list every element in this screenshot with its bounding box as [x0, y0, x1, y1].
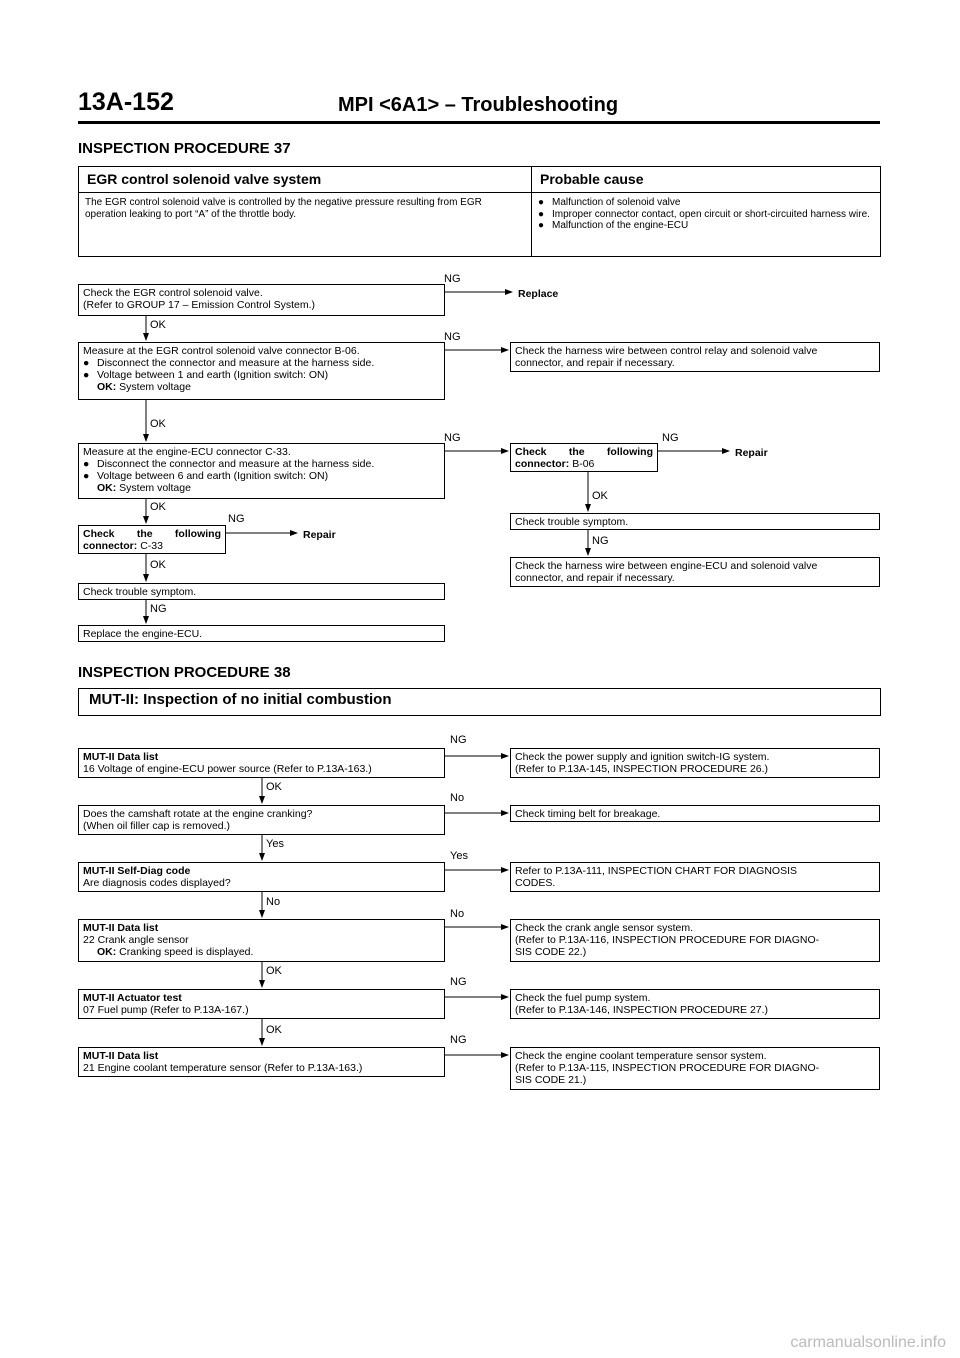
result-timing-belt: Check timing belt for breakage. [510, 805, 880, 822]
label-next: OK [266, 1024, 282, 1036]
label-ok: OK [150, 418, 166, 430]
label-branch: NG [450, 734, 467, 746]
page-number: 13A-152 [78, 88, 174, 116]
cause-item: ● Malfunction of solenoid valve [538, 197, 681, 208]
label-ng: NG [150, 603, 167, 615]
step-measure-c33: Measure at the engine-ECU connector C-33. ● Disconnect the connector and measure at the harness side. ● Voltage between 6 and earth (Ignition switch: ON) OK: System voltage [78, 443, 445, 499]
section-heading-37: INSPECTION PROCEDURE 37 [78, 140, 291, 157]
label-branch: NG [450, 1034, 467, 1046]
result-coolant-sensor: Check the engine coolant temperature sensor system. (Refer to P.13A-115, INSPECTION PROCEDURE FOR DIAGNO- SIS CODE 21.) [510, 1047, 880, 1090]
label-next: Yes [266, 838, 284, 850]
label-next: OK [266, 965, 282, 977]
label-next: OK [266, 781, 282, 793]
table-description: The EGR control solenoid valve is controlled by the negative pressure resulting from EGR operation leaking to port “A” of the throttle body. [79, 193, 532, 256]
watermark: carmanualsonline.info [790, 1334, 946, 1351]
step-check-connector-c33: Check the following connector: C-33 [78, 525, 226, 554]
step-data-list-21: MUT-II Data list 21 Engine coolant temperature sensor (Refer to P.13A-163.) [78, 1047, 445, 1077]
step-data-list-16: MUT-II Data list 16 Voltage of engine-ECU power source (Refer to P.13A-163.) [78, 748, 445, 778]
result-repair-b06: Repair [735, 447, 768, 459]
label-ok: OK [150, 559, 166, 571]
step-check-connector-b06: Check the following connector: B-06 [510, 443, 658, 472]
step-data-list-22: MUT-II Data list 22 Crank angle sensor OK: Cranking speed is displayed. [78, 919, 445, 962]
label-ng: NG [444, 432, 461, 444]
label-ok: OK [592, 490, 608, 502]
page-title: MPI <6A1> – Troubleshooting [338, 94, 619, 116]
result-fuel-pump: Check the fuel pump system. (Refer to P.13A-146, INSPECTION PROCEDURE 27.) [510, 989, 880, 1019]
label-branch: No [450, 908, 465, 920]
table-header-cause: Probable cause [532, 167, 880, 193]
table-header-system: EGR control solenoid valve system [79, 167, 532, 193]
step-check-symptom-right: Check trouble symptom. [510, 513, 880, 530]
label-ok: OK [150, 501, 166, 513]
step-check-symptom-left: Check trouble symptom. [78, 583, 445, 600]
step-actuator-test: MUT-II Actuator test 07 Fuel pump (Refer to P.13A-167.) [78, 989, 445, 1019]
result-check-harness-ecu: Check the harness wire between engine-ECU and solenoid valve connector, and repair if necessary. [510, 557, 880, 587]
result-repair-c33: Repair [303, 529, 336, 541]
label-ng: NG [662, 432, 679, 444]
result-replace: Replace [518, 288, 559, 300]
step-measure-b06: Measure at the EGR control solenoid valve connector B-06. ● Disconnect the connector and measure at the harness side. ● Voltage between 1 and earth (Ignition switch: ON) OK: System voltage [78, 342, 445, 400]
result-diag-chart: Refer to P.13A-111, INSPECTION CHART FOR DIAGNOSIS CODES. [510, 862, 880, 892]
label-branch: Yes [450, 850, 468, 862]
procedure-title-38: MUT-II: Inspection of no initial combustion [78, 688, 881, 716]
step-check-egr-valve: Check the EGR control solenoid valve. (Refer to GROUP 17 – Emission Control System.) [78, 284, 445, 316]
label-branch: NG [450, 976, 467, 988]
label-next: No [266, 896, 281, 908]
result-check-harness-relay: Check the harness wire between control relay and solenoid valve connector, and repair if necessary. [510, 342, 880, 372]
label-ng: NG [444, 273, 461, 285]
step-self-diag: MUT-II Self-Diag code Are diagnosis codes displayed? [78, 862, 445, 892]
label-ng: NG [228, 513, 245, 525]
result-power-supply: Check the power supply and ignition switch-IG system. (Refer to P.13A-145, INSPECTION PROCEDURE 26.) [510, 748, 880, 778]
step-replace-ecu: Replace the engine-ECU. [78, 625, 445, 642]
label-branch: No [450, 792, 465, 804]
result-crank-sensor: Check the crank angle sensor system. (Refer to P.13A-116, INSPECTION PROCEDURE FOR DIAGNO- SIS CODE 22.) [510, 919, 880, 962]
section-heading-38: INSPECTION PROCEDURE 38 [78, 664, 291, 681]
step-camshaft: Does the camshaft rotate at the engine cranking? (When oil filler cap is removed.) [78, 805, 445, 835]
label-ng: NG [444, 331, 461, 343]
cause-item: ● Malfunction of the engine-ECU [538, 220, 689, 231]
cause-item: ● Improper connector contact, open circuit or short-circuited harness wire. [538, 208, 870, 220]
label-ng: NG [592, 535, 609, 547]
label-ok: OK [150, 319, 166, 331]
